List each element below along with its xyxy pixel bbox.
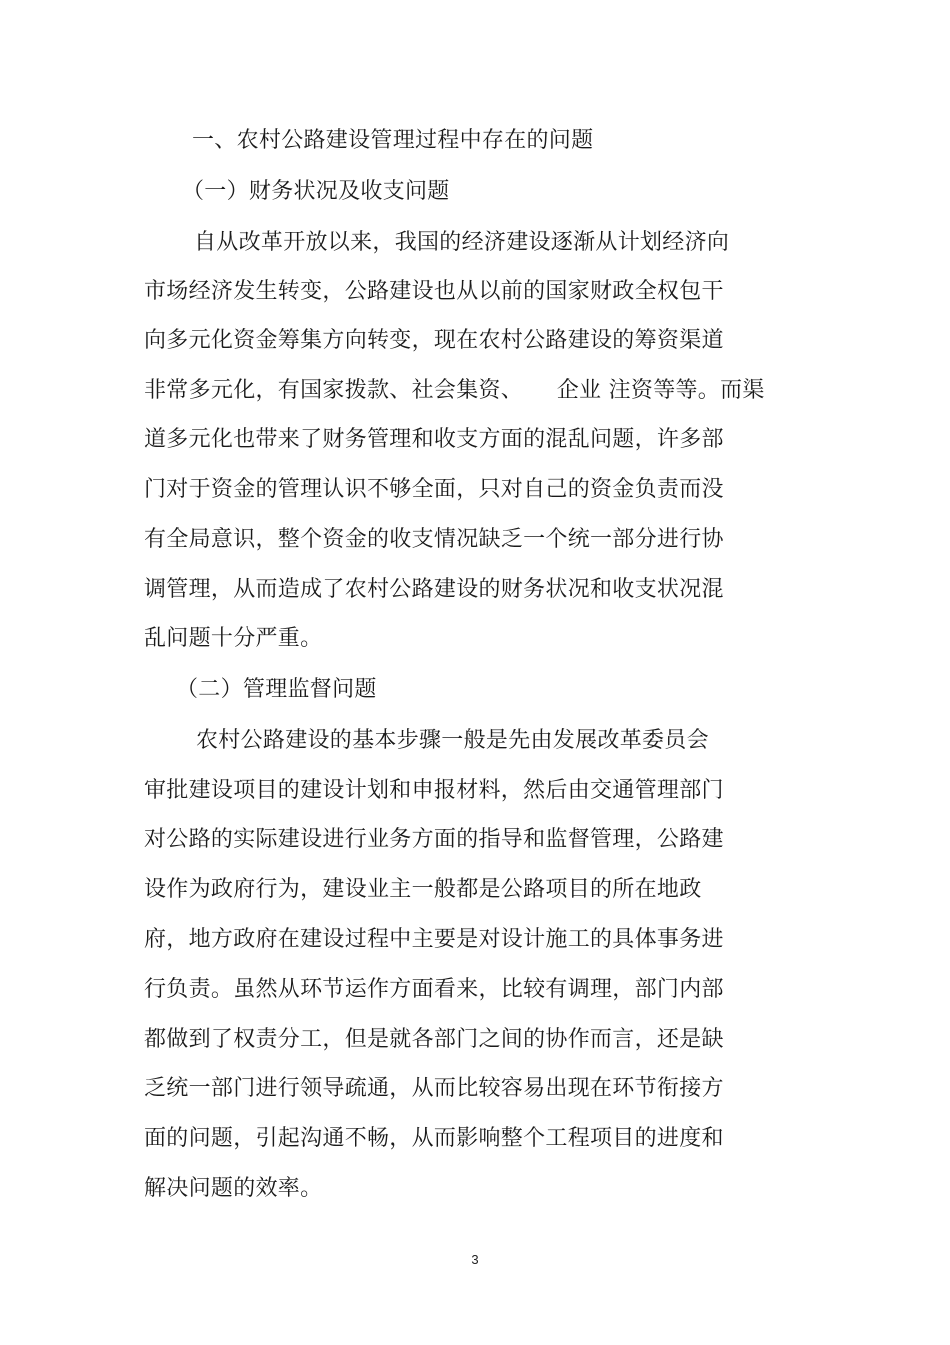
page-number: 3 <box>471 1252 479 1267</box>
paragraph-line: 面的问题，引起沟通不畅，从而影响整个工程项目的进度和 <box>144 1126 724 1151</box>
paragraph-line: 都做到了权责分工，但是就各部门之间的协作而言，还是缺 <box>144 1027 724 1052</box>
paragraph-line: 设作为政府行为，建设业主一般都是公路项目的所在地政 <box>144 877 702 902</box>
paragraph-line: 有全局意识，整个资金的收支情况缺乏一个统一部分进行协 <box>144 527 724 552</box>
paragraph-line: 行负责。虽然从环节运作方面看来，比较有调理，部门内部 <box>144 977 724 1002</box>
paragraph-line: 道多元化也带来了财务管理和收支方面的混乱问题，许多部 <box>144 427 724 452</box>
section-heading: 一、农村公路建设管理过程中存在的问题 <box>192 128 594 153</box>
paragraph-line: 解决问题的效率。 <box>144 1176 323 1201</box>
paragraph-line: 自从改革开放以来，我国的经济建设逐渐从计划经济向 <box>194 230 730 255</box>
paragraph-line: 市场经济发生转变，公路建设也从以前的国家财政全权包干 <box>144 279 724 304</box>
paragraph-line: 非常多元化，有国家拨款、社会集资、 企业 注资等等。而渠 <box>144 378 765 403</box>
paragraph-line: 向多元化资金筹集方向转变，现在农村公路建设的筹资渠道 <box>144 328 724 353</box>
paragraph-line: 调管理，从而造成了农村公路建设的财务状况和收支状况混 <box>144 577 724 602</box>
paragraph-line: 对公路的实际建设进行业务方面的指导和监督管理，公路建 <box>144 827 724 852</box>
subsection-title: （二）管理监督问题 <box>176 677 377 702</box>
paragraph-line: 农村公路建设的基本步骤一般是先由发展改革委员会 <box>196 728 709 753</box>
paragraph-line: 府，地方政府在建设过程中主要是对设计施工的具体事务进 <box>144 927 724 952</box>
paragraph-line: 乏统一部门进行领导疏通，从而比较容易出现在环节衔接方 <box>144 1076 724 1101</box>
paragraph-line: 乱问题十分严重。 <box>144 626 323 651</box>
paragraph-line: 门对于资金的管理认识不够全面，只对自己的资金负责而没 <box>144 477 724 502</box>
subsection-title: （一）财务状况及收支问题 <box>182 179 450 204</box>
paragraph-line: 审批建设项目的建设计划和申报材料，然后由交通管理部门 <box>144 778 724 803</box>
